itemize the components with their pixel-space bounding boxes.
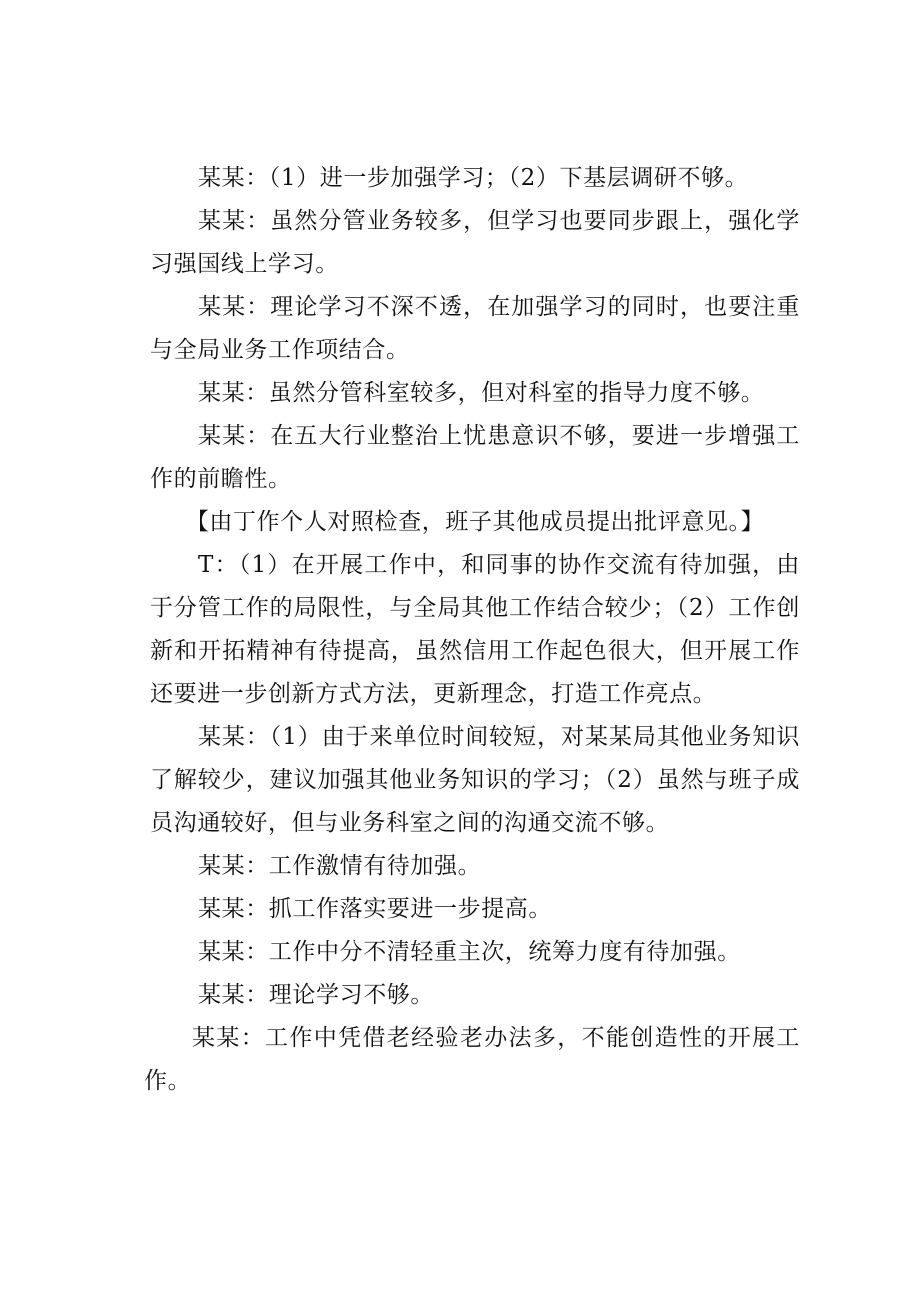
paragraph: 某某：理论学习不够。 <box>198 982 434 1008</box>
paragraph: 某某：（1）进一步加强学习；（2）下基层调研不够。 <box>198 165 749 191</box>
paragraph: T：（1）在开展工作中，和同事的协作交流有待加强，由于分管工作的局限性，与全局其他工作结合较少；（2）工作创新和开拓精神有待提高，虽然信用工作起色很大，但开展工作还要进一步创新方式方法，更新理念，打造工作亮点。 <box>150 552 800 707</box>
paragraph: 某某：抓工作落实要进一步提高。 <box>198 896 552 922</box>
paragraph: 某某：工作激情有待加强。 <box>198 853 482 879</box>
paragraph: 某某：（1）由于来单位时间较短，对某某局其他业务知识了解较少，建议加强其他业务知识的学习；（2）虽然与班子成员沟通较好，但与业务科室之间的沟通交流不够。 <box>150 724 800 836</box>
document-body <box>144 157 800 1103</box>
paragraph: 某某：理论学习不深不透，在加强学习的同时，也要注重与全局业务工作项结合。 <box>150 294 800 363</box>
paragraph: 某某：虽然分管业务较多，但学习也要同步跟上，强化学习强国线上学习。 <box>150 208 800 277</box>
paragraph: 某某：工作中凭借老经验老办法多，不能创造性的开展工作。 <box>144 1025 800 1094</box>
paragraph: 某某：虽然分管科室较多，但对科室的指导力度不够。 <box>198 380 765 406</box>
section-heading: 【由丁作个人对照检查，班子其他成员提出批评意见。】 <box>185 509 765 535</box>
paragraph: 某某：工作中分不清轻重主次，统筹力度有待加强。 <box>198 939 741 965</box>
paragraph: 某某：在五大行业整治上忧患意识不够，要进一步增强工作的前瞻性。 <box>150 423 800 492</box>
